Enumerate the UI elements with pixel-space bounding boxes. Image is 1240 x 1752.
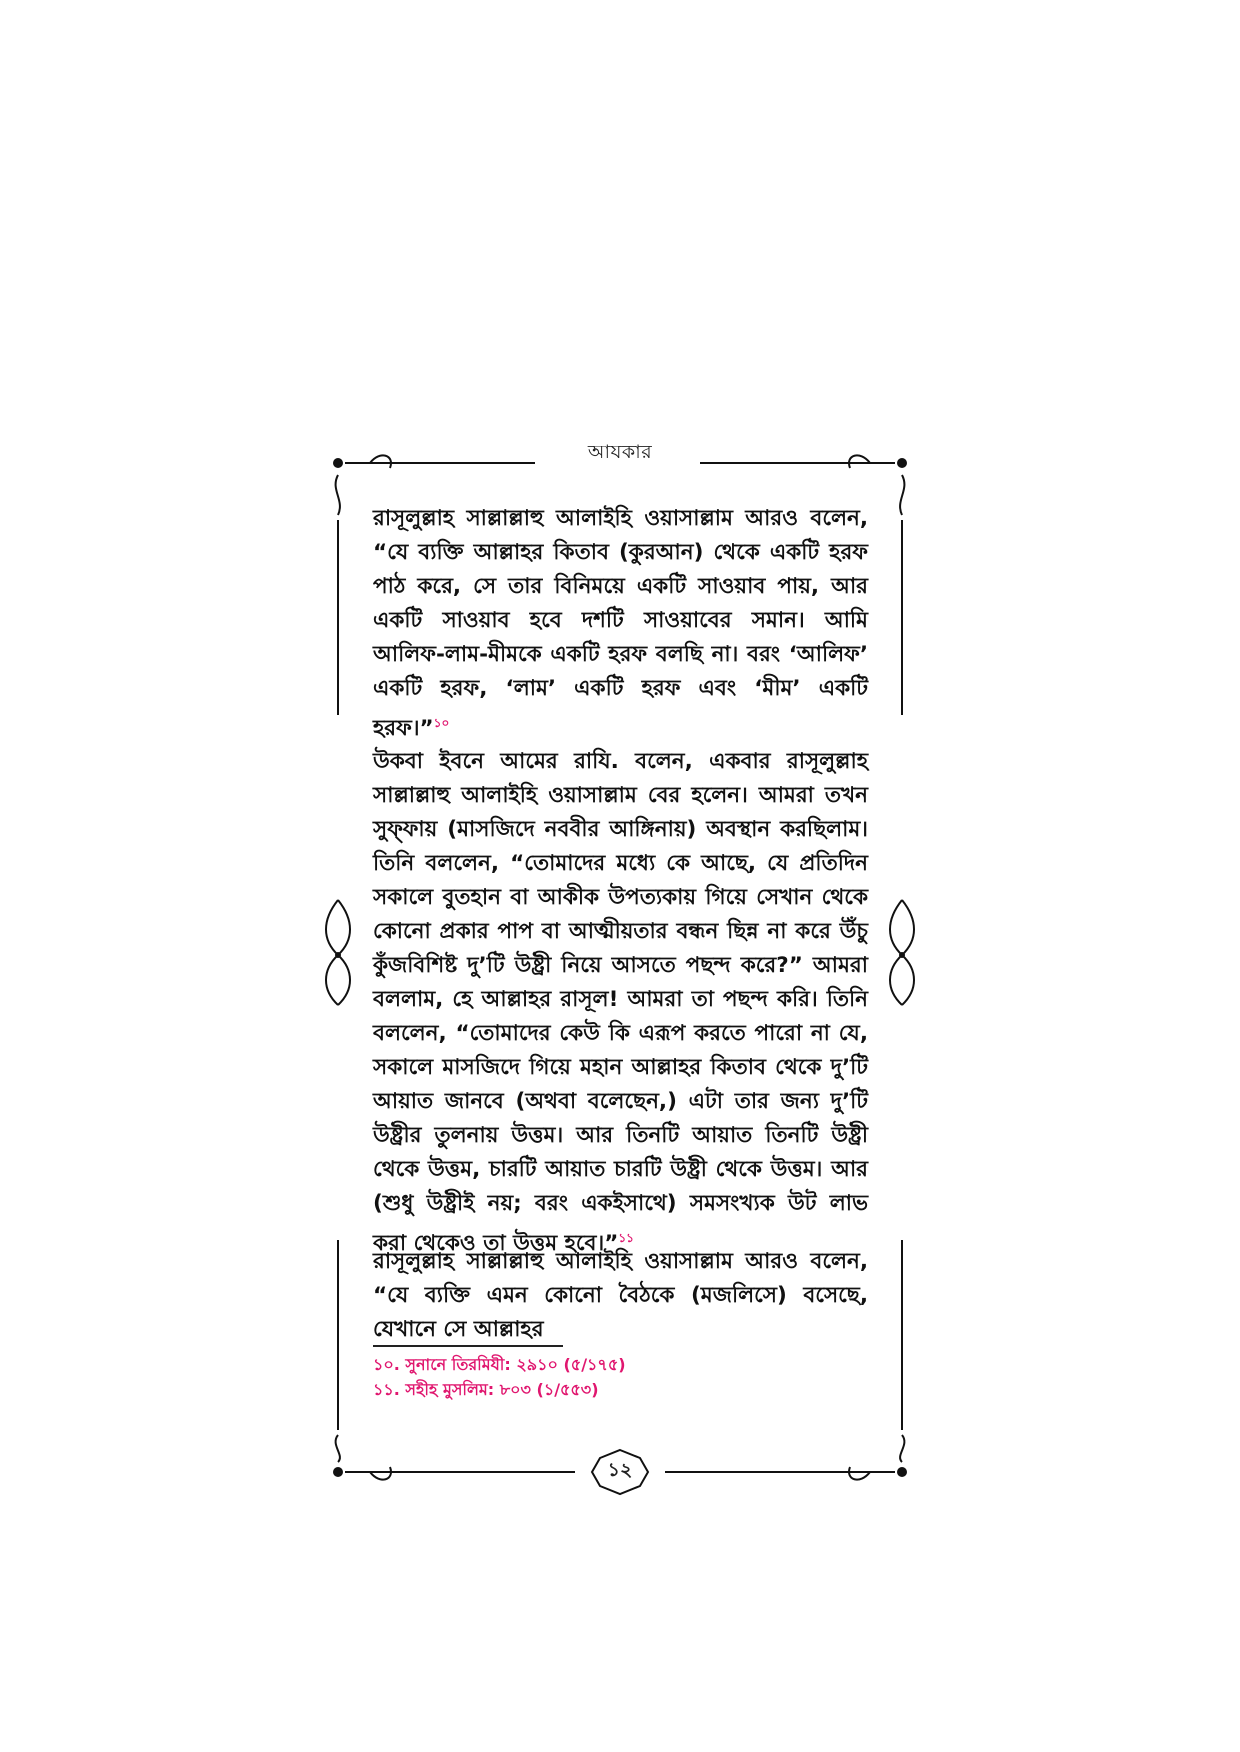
paragraph-3 xyxy=(373,1245,868,1347)
footnote-ref-10[interactable]: ১০ xyxy=(433,716,450,730)
paragraph-2 xyxy=(373,745,868,1261)
footnote-11: ১১. সহীহ মুসলিম: ৮০৩ (১/৫৫৩) xyxy=(373,1380,599,1399)
footnote-ref-11[interactable]: ১১ xyxy=(618,1231,634,1245)
paragraph-text: রাসূলুল্লাহ সাল্লাল্লাহু আলাইহি ওয়াসাল্লাম আরও বলেন, “যে ব্যক্তি আল্লাহর কিতাব (কুরআন) থেকে একটি হরফ পাঠ করে, সে তার বিনিময়ে একটি সাওয়াব পায়, আর একটি সাওয়াব হবে দশটি সাওয়াবের সমান। আমি আলিফ-লাম-মীমকে একটি হরফ বলছি না। বরং ‘আলিফ’ একটি হরফ, ‘লাম’ একটি হরফ এবং ‘মীম’ একটি হরফ।” xyxy=(373,506,868,742)
footnotes xyxy=(373,1352,773,1402)
running-header: আযকার xyxy=(587,441,653,463)
footnote-10: ১০. সুনানে তিরমিযী: ২৯১০ (৫/১৭৫) xyxy=(373,1355,626,1374)
paragraph-1 xyxy=(373,502,868,746)
footnote-divider xyxy=(373,1345,563,1347)
page-number: ১২ xyxy=(607,1459,633,1481)
paragraph-text: উকবা ইবনে আমের রাযি. বলেন, একবার রাসূলুল্লাহ সাল্লাল্লাহু আলাইহি ওয়াসাল্লাম বের হলেন। আমরা তখন সুফ্‌ফায় (মাসজিদে নববীর আঙ্গিনায়) অবস্থান করছিলাম। তিনি বললেন, “তোমাদের মধ্যে কে আছে, যে প্রতিদিন সকালে বুতহান বা আকীক উপত্যকায় গিয়ে সেখান থেকে কোনো প্রকার পাপ বা আত্মীয়তার বন্ধন ছিন্ন না করে উঁচু কুঁজবিশিষ্ট দু’টি উষ্ট্রী নিয়ে আসতে পছন্দ করে?” আমরা বললাম, হে আল্লাহর রাসূল! আমরা তা পছন্দ করি। তিনি বললেন, “তোমাদের কেউ কি এরূপ করতে পারো না যে, সকালে মাসজিদে গিয়ে মহান আল্লাহর কিতাব থেকে দু’টি আয়াত জানবে (অথবা বলেছেন,) এটা তার জন্য দু’টি উষ্ট্রীর তুলনায় উত্তম। আর তিনটি আয়াত তিনটি উষ্ট্রী থেকে উত্তম, চারটি আয়াত চারটি উষ্ট্রী থেকে উত্তম। আর (শুধু উষ্ট্রীই নয়; বরং একইসাথে) সমসংখ্যক উট লাভ করা থেকেও তা উত্তম হবে।” xyxy=(373,749,868,1257)
paragraph-text: রাসূলুল্লাহ সাল্লাল্লাহু আলাইহি ওয়াসাল্লাম আরও বলেন, “যে ব্যক্তি এমন কোনো বৈঠকে (মজলিসে) বসেছে, যেখানে সে আল্লাহর xyxy=(373,1249,868,1342)
